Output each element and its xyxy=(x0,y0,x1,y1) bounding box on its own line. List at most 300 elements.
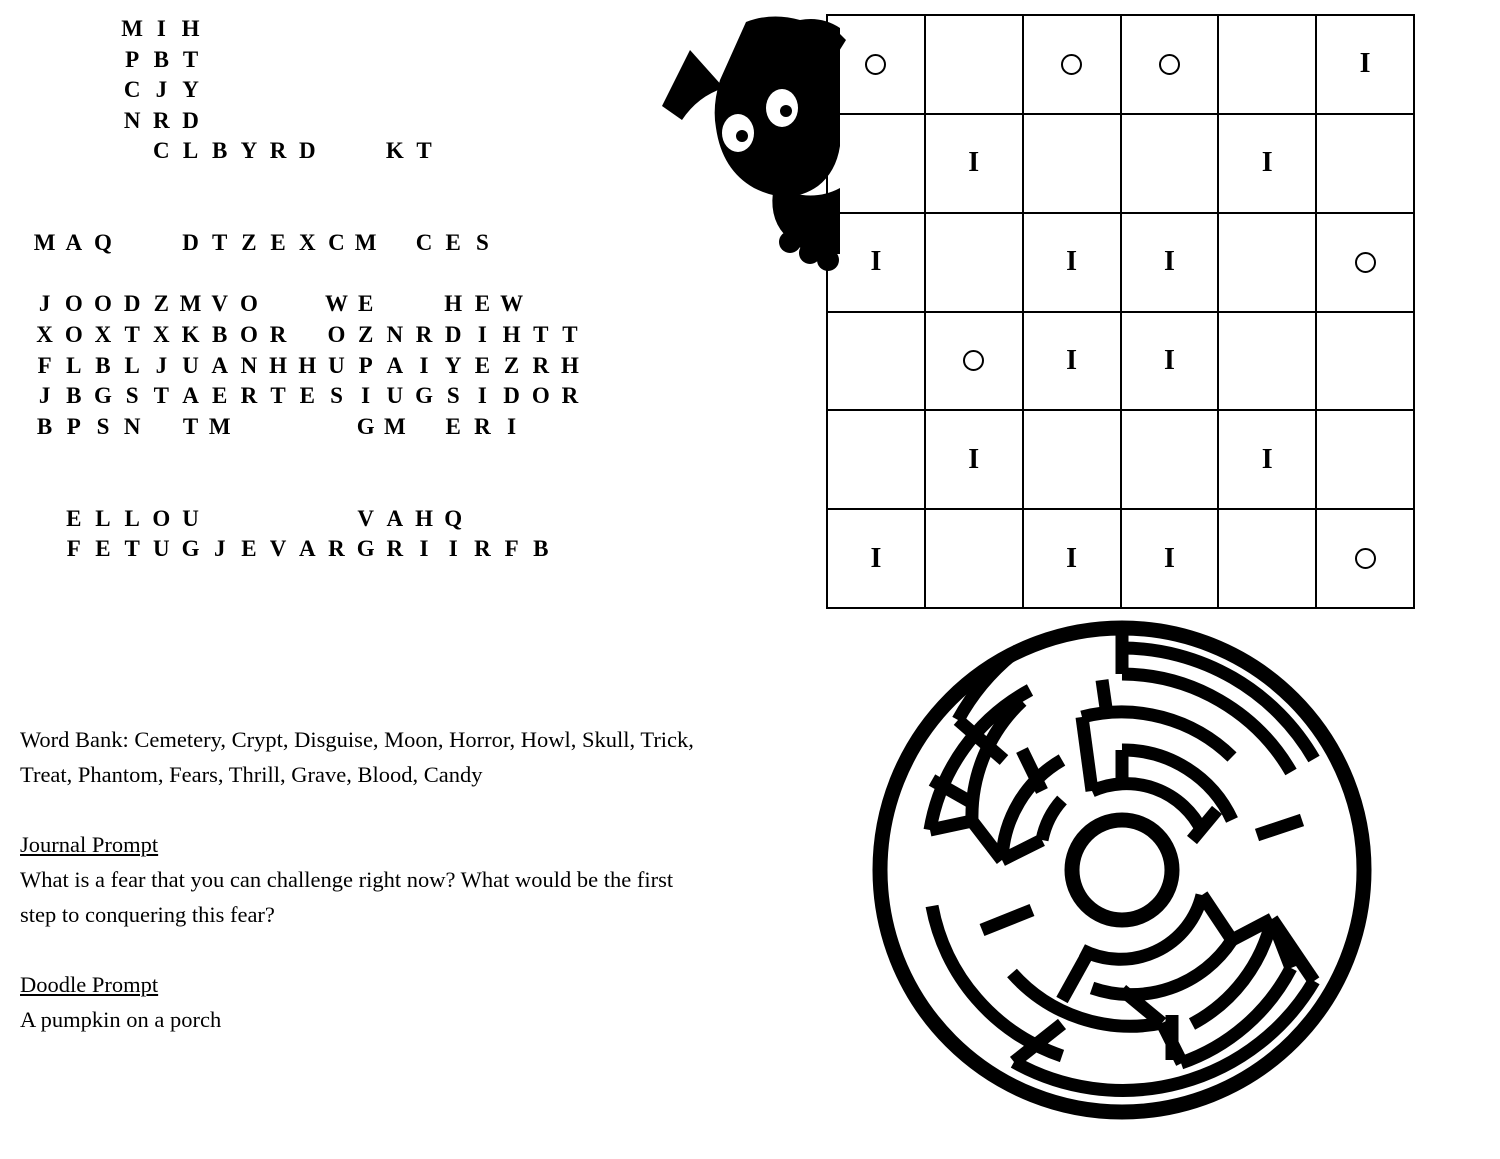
word-search-row xyxy=(30,442,730,473)
word-search-blank xyxy=(147,228,176,259)
word-search-letter: F xyxy=(66,536,81,562)
word-search-blank xyxy=(293,473,322,504)
word-search-letter: C xyxy=(123,77,141,103)
word-search-row xyxy=(30,167,730,198)
grid-cell[interactable] xyxy=(1317,411,1415,510)
word-search-blank xyxy=(322,167,351,198)
word-search-blank xyxy=(380,289,409,320)
word-search-row xyxy=(30,565,730,596)
grid-cell[interactable] xyxy=(1024,16,1122,115)
word-search-blank xyxy=(351,136,380,167)
word-search-row xyxy=(30,320,730,351)
circle-mark-icon xyxy=(865,54,886,75)
word-search-letter: T xyxy=(153,383,170,409)
journal-prompt-heading: Journal Prompt xyxy=(20,832,159,857)
doodle-prompt-text: A pumpkin on a porch xyxy=(20,1007,222,1032)
word-search-row xyxy=(30,534,730,565)
word-search-blank xyxy=(409,259,438,290)
word-search-blank xyxy=(205,75,234,106)
word-search-letter: T xyxy=(212,230,228,256)
word-search-blank xyxy=(234,45,263,76)
word-search-letter: S xyxy=(330,383,343,409)
grid-cell[interactable] xyxy=(1219,16,1317,115)
word-search-blank xyxy=(176,198,205,229)
word-search-blank xyxy=(176,473,205,504)
word-search-letter: T xyxy=(533,321,549,347)
word-search-blank xyxy=(380,228,409,259)
grid-cell[interactable] xyxy=(926,16,1024,115)
word-search-row xyxy=(30,136,730,167)
word-search-blank xyxy=(439,75,468,106)
word-search-letter: N xyxy=(240,352,258,378)
word-search-letter: G xyxy=(94,383,112,409)
grid-cell[interactable] xyxy=(1219,313,1317,412)
word-search-letter: Z xyxy=(153,291,170,317)
word-search-letter: S xyxy=(476,230,489,256)
word-search-letter: T xyxy=(562,321,578,347)
word-search-blank xyxy=(322,595,351,626)
word-search-letter: J xyxy=(155,352,168,378)
word-search-letter: U xyxy=(182,352,199,378)
word-search-blank xyxy=(293,106,322,137)
word-search-blank xyxy=(176,565,205,596)
word-search-blank xyxy=(30,45,59,76)
word-search-blank xyxy=(264,289,293,320)
word-search-blank xyxy=(351,75,380,106)
grid-cell[interactable] xyxy=(926,214,1024,313)
word-search-blank xyxy=(380,167,409,198)
word-search-blank xyxy=(59,14,88,45)
word-search-blank xyxy=(439,259,468,290)
word-search-letter: C xyxy=(153,138,170,164)
grid-cell[interactable] xyxy=(1122,510,1220,609)
word-search-letter: L xyxy=(124,505,140,531)
word-search-letter: O xyxy=(94,291,112,317)
word-search-blank xyxy=(264,473,293,504)
grid-cell[interactable] xyxy=(1317,510,1415,609)
word-search-letter: F xyxy=(504,536,519,562)
word-search-letter: Z xyxy=(503,352,520,378)
grid-cell[interactable] xyxy=(828,115,926,214)
word-search-row xyxy=(30,351,730,382)
grid-cell[interactable] xyxy=(828,16,926,115)
word-search-letter: E xyxy=(445,230,461,256)
word-search-letter: A xyxy=(386,352,404,378)
word-search-letter: X xyxy=(36,321,53,347)
word-bank: Word Bank: Cemetery, Crypt, Disguise, Moon, Horror, Howl, Skull, Trick, Treat, Phantom, Fears, Thrill, Grave, Blood, Candy xyxy=(20,727,694,787)
grid-cell[interactable] xyxy=(1024,411,1122,510)
word-search-letter: R xyxy=(415,321,433,347)
word-search-blank xyxy=(409,412,438,443)
word-search-letter: G xyxy=(181,536,200,562)
word-search-letter: C xyxy=(415,230,433,256)
grid-cell-label: I xyxy=(1359,48,1371,80)
word-search-blank xyxy=(351,14,380,45)
grid-cell[interactable] xyxy=(1024,313,1122,412)
grid-cell[interactable] xyxy=(1317,16,1415,115)
word-search-letter: E xyxy=(95,536,111,562)
word-search-letter: C xyxy=(328,230,345,256)
word-search-letter: B xyxy=(153,46,170,72)
word-search-row xyxy=(30,14,730,45)
spacer-1 xyxy=(20,792,710,827)
word-search-blank xyxy=(439,45,468,76)
word-search-blank xyxy=(176,595,205,626)
grid-cell[interactable] xyxy=(1219,115,1317,214)
word-search-blank xyxy=(88,167,117,198)
word-search-blank xyxy=(293,259,322,290)
word-search-letter: P xyxy=(125,46,140,72)
word-search-letter: M xyxy=(121,16,144,41)
word-search-row xyxy=(30,595,730,626)
word-search-letter: D xyxy=(182,230,199,256)
word-search-blank xyxy=(497,565,526,596)
grid-cell[interactable] xyxy=(926,411,1024,510)
word-search-blank xyxy=(59,473,88,504)
word-search-letter: E xyxy=(241,536,257,562)
word-search-blank xyxy=(59,442,88,473)
word-search-letter: L xyxy=(124,352,140,378)
grid-cell[interactable] xyxy=(1317,115,1415,214)
word-search-letter: H xyxy=(415,505,433,531)
doodle-prompt-heading: Doodle Prompt xyxy=(20,972,159,997)
word-search-letter: U xyxy=(153,536,170,562)
grid-cell[interactable] xyxy=(828,313,926,412)
word-search-blank xyxy=(59,106,88,137)
word-search-blank xyxy=(118,136,147,167)
circle-mark-icon xyxy=(1061,54,1082,75)
word-search-blank xyxy=(59,167,88,198)
word-search-blank xyxy=(468,75,497,106)
word-search-letter: K xyxy=(385,138,404,164)
word-search-letter: K xyxy=(181,321,200,347)
word-search-blank xyxy=(88,45,117,76)
word-search-letter: E xyxy=(474,291,491,317)
grid-cell-label: I xyxy=(1066,344,1078,376)
word-search-letter: O xyxy=(64,321,83,347)
word-search-blank xyxy=(351,442,380,473)
word-search-letter: V xyxy=(269,536,287,562)
activity-grid xyxy=(826,14,1415,609)
word-search-blank xyxy=(176,259,205,290)
grid-cell[interactable] xyxy=(1122,214,1220,313)
word-search-blank xyxy=(264,45,293,76)
word-search-letter: T xyxy=(182,46,199,72)
word-search-row xyxy=(30,45,730,76)
word-search-letter: W xyxy=(324,291,348,317)
word-search-row xyxy=(30,473,730,504)
word-search-blank xyxy=(351,595,380,626)
word-search-blank xyxy=(409,167,438,198)
grid-cell-label: I xyxy=(870,542,882,574)
word-search-blank xyxy=(30,136,59,167)
word-search-blank xyxy=(351,167,380,198)
word-search-blank xyxy=(264,167,293,198)
word-search-blank xyxy=(59,198,88,229)
word-search-blank xyxy=(234,198,263,229)
word-search-letter: I xyxy=(361,383,371,409)
word-search-letter: B xyxy=(36,413,53,439)
word-search-letter: L xyxy=(182,138,199,164)
word-search-letter: B xyxy=(95,352,111,378)
word-search-letter: H xyxy=(298,352,317,378)
word-search-blank xyxy=(59,45,88,76)
word-search-blank xyxy=(118,198,147,229)
word-search-letter: T xyxy=(124,321,140,347)
word-search-letter: N xyxy=(123,413,141,439)
word-search-blank xyxy=(88,136,117,167)
word-search-letter: I xyxy=(477,321,487,347)
word-search-letter: T xyxy=(182,413,199,439)
word-search-letter: A xyxy=(386,505,404,531)
word-search-letter: J xyxy=(38,291,51,317)
word-search-blank xyxy=(147,595,176,626)
word-search-letter: M xyxy=(354,230,377,256)
word-search-blank xyxy=(118,167,147,198)
word-search-letter: D xyxy=(298,138,316,164)
word-search-blank xyxy=(409,75,438,106)
word-search-letter: S xyxy=(125,383,139,409)
word-search-letter: I xyxy=(448,536,458,562)
word-search-letter: G xyxy=(356,413,375,439)
word-search-blank xyxy=(147,198,176,229)
word-search-blank xyxy=(205,106,234,137)
word-search-blank xyxy=(234,473,263,504)
word-search-letter: E xyxy=(212,383,228,409)
word-search-blank xyxy=(205,473,234,504)
word-search-letter: M xyxy=(383,413,406,439)
word-search-blank xyxy=(59,565,88,596)
circle-mark-icon xyxy=(1355,548,1376,569)
grid-cell-label: I xyxy=(1261,147,1273,179)
word-search-letter: J xyxy=(155,77,168,103)
word-search-blank xyxy=(351,565,380,596)
grid-cell-label: I xyxy=(1163,344,1175,376)
word-search-blank xyxy=(205,442,234,473)
word-search-blank xyxy=(322,259,351,290)
word-search-row xyxy=(30,106,730,137)
grid-cell[interactable] xyxy=(1219,214,1317,313)
word-search-letter: O xyxy=(531,383,550,409)
word-search-letter: V xyxy=(211,291,229,317)
grid-cell[interactable] xyxy=(1219,510,1317,609)
word-search-letter: U xyxy=(386,383,404,409)
word-search-blank xyxy=(264,565,293,596)
word-search-blank xyxy=(322,473,351,504)
grid-cell[interactable] xyxy=(1219,411,1317,510)
word-search-blank xyxy=(293,289,322,320)
word-search-letter: Z xyxy=(241,230,257,256)
word-search-blank xyxy=(439,198,468,229)
word-search-row xyxy=(30,228,730,259)
word-search-blank xyxy=(264,75,293,106)
word-search-blank xyxy=(264,14,293,45)
word-search-blank xyxy=(439,106,468,137)
word-search-letter: O xyxy=(239,321,258,347)
word-search-letter: B xyxy=(533,536,549,562)
word-search-letter: R xyxy=(240,383,258,409)
circle-mark-icon xyxy=(1159,54,1180,75)
word-search-blank xyxy=(380,45,409,76)
word-search-blank xyxy=(468,565,497,596)
word-search-letter: A xyxy=(65,230,83,256)
word-search-row xyxy=(30,198,730,229)
word-search-blank xyxy=(234,442,263,473)
word-search-blank xyxy=(205,504,234,535)
word-search-letter: S xyxy=(96,413,110,439)
grid-cell-label: I xyxy=(968,443,980,475)
word-search-blank xyxy=(439,565,468,596)
word-search-blank xyxy=(234,14,263,45)
grid-cell-label: I xyxy=(1261,443,1273,475)
word-search-letter: R xyxy=(153,107,170,133)
word-search-blank xyxy=(147,412,176,443)
grid-cell[interactable] xyxy=(926,510,1024,609)
word-search-blank xyxy=(264,442,293,473)
word-search-puzzle xyxy=(30,14,730,626)
word-search-letter: N xyxy=(123,107,141,133)
grid-cell[interactable] xyxy=(1317,214,1415,313)
word-search-blank xyxy=(176,167,205,198)
word-search-letter: N xyxy=(386,321,404,347)
word-search-blank xyxy=(322,106,351,137)
word-search-blank xyxy=(88,473,117,504)
word-search-blank xyxy=(147,259,176,290)
word-search-blank xyxy=(205,595,234,626)
word-search-blank xyxy=(30,167,59,198)
grid-cell[interactable] xyxy=(1024,510,1122,609)
word-search-blank xyxy=(439,167,468,198)
grid-cell[interactable] xyxy=(1024,214,1122,313)
word-search-letter: X xyxy=(153,321,170,347)
word-search-letter: I xyxy=(507,413,517,439)
word-search-blank xyxy=(468,136,497,167)
word-search-letter: Y xyxy=(444,352,462,378)
word-search-blank xyxy=(205,14,234,45)
word-search-letter: T xyxy=(124,536,140,562)
word-search-letter: U xyxy=(328,352,345,378)
word-search-blank xyxy=(380,106,409,137)
word-search-letter: T xyxy=(416,138,432,164)
word-search-letter: E xyxy=(445,413,461,439)
word-search-letter: H xyxy=(561,352,579,378)
grid-cell[interactable] xyxy=(828,411,926,510)
circular-maze-icon xyxy=(872,620,1372,1120)
word-search-letter: M xyxy=(33,230,56,256)
word-search-row xyxy=(30,412,730,443)
word-search-blank xyxy=(234,565,263,596)
word-search-blank xyxy=(380,75,409,106)
word-search-letter: Y xyxy=(240,138,258,164)
word-search-letter: R xyxy=(561,383,579,409)
word-search-blank xyxy=(234,75,263,106)
word-search-blank xyxy=(205,167,234,198)
word-search-letter: D xyxy=(503,383,520,409)
word-search-letter: R xyxy=(474,413,491,439)
word-search-blank xyxy=(30,75,59,106)
word-search-blank xyxy=(409,45,438,76)
cat-peeking-icon xyxy=(650,10,850,275)
word-search-blank xyxy=(234,167,263,198)
word-search-blank xyxy=(468,198,497,229)
word-search-blank xyxy=(351,106,380,137)
word-search-blank xyxy=(88,106,117,137)
prompts-section xyxy=(20,722,710,1037)
grid-cell[interactable] xyxy=(1122,411,1220,510)
word-search-blank xyxy=(88,75,117,106)
grid-cell[interactable] xyxy=(828,510,926,609)
word-search-letter: O xyxy=(239,291,258,317)
grid-cell[interactable] xyxy=(1122,16,1220,115)
word-search-row xyxy=(30,75,730,106)
word-search-blank xyxy=(380,565,409,596)
word-search-blank xyxy=(409,14,438,45)
word-search-letter: I xyxy=(477,383,487,409)
word-search-blank xyxy=(409,106,438,137)
grid-cell[interactable] xyxy=(1122,115,1220,214)
grid-cell[interactable] xyxy=(926,313,1024,412)
grid-cell[interactable] xyxy=(1122,313,1220,412)
word-search-letter: U xyxy=(182,505,199,531)
word-search-letter: B xyxy=(212,321,228,347)
word-search-letter: I xyxy=(419,536,429,562)
word-search-letter: O xyxy=(64,291,83,317)
word-search-blank xyxy=(30,14,59,45)
grid-cell[interactable] xyxy=(1317,313,1415,412)
word-search-letter: P xyxy=(358,352,373,378)
word-search-blank xyxy=(468,14,497,45)
word-search-blank xyxy=(234,106,263,137)
word-search-letter: Y xyxy=(182,77,199,103)
word-search-letter: D xyxy=(182,107,199,133)
word-search-letter: R xyxy=(328,536,345,562)
word-search-blank xyxy=(322,136,351,167)
word-search-letter: B xyxy=(212,138,228,164)
word-search-blank xyxy=(264,259,293,290)
grid-cell[interactable] xyxy=(926,115,1024,214)
word-search-blank xyxy=(322,198,351,229)
word-search-letter: L xyxy=(95,505,111,531)
word-search-letter: R xyxy=(269,138,287,164)
word-search-letter: G xyxy=(415,383,433,409)
word-search-letter: R xyxy=(474,536,491,562)
word-search-blank xyxy=(293,198,322,229)
word-search-blank xyxy=(205,565,234,596)
word-search-letter: J xyxy=(213,536,226,562)
grid-cell[interactable] xyxy=(1024,115,1122,214)
word-search-blank xyxy=(88,595,117,626)
word-search-blank xyxy=(30,259,59,290)
word-search-blank xyxy=(322,14,351,45)
circle-mark-icon xyxy=(963,350,984,371)
word-search-letter: F xyxy=(37,352,52,378)
word-search-letter: R xyxy=(386,536,404,562)
grid-cell-label: I xyxy=(1066,542,1078,574)
grid-cell[interactable] xyxy=(828,214,926,313)
word-search-blank xyxy=(59,75,88,106)
word-search-blank xyxy=(30,504,59,535)
word-search-letter: H xyxy=(269,352,288,378)
word-search-blank xyxy=(351,259,380,290)
word-search-blank xyxy=(147,565,176,596)
word-search-blank xyxy=(88,442,117,473)
word-search-blank xyxy=(293,442,322,473)
word-search-letter: E xyxy=(357,291,374,317)
word-search-letter: E xyxy=(474,352,491,378)
word-search-blank xyxy=(351,198,380,229)
word-search-blank xyxy=(380,473,409,504)
word-search-letter: A xyxy=(298,536,316,562)
